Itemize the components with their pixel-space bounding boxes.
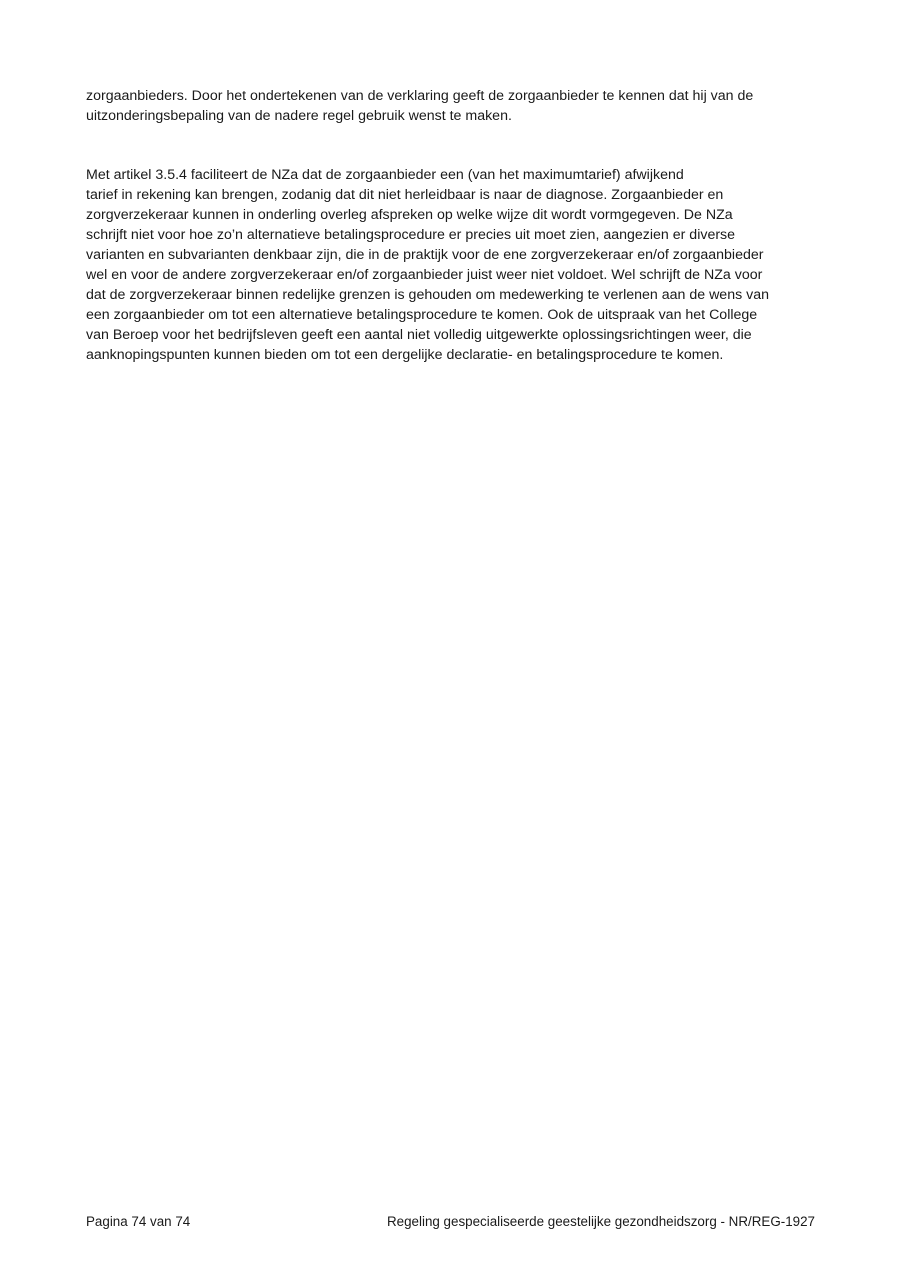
text-line: wel en voor de andere zorgverzekeraar en/of zorgaanbieder juist weer niet voldoet. Wel schrijft de NZa voor bbox=[86, 267, 763, 283]
text-line: dat de zorgverzekeraar binnen redelijke grenzen is gehouden om medewerking te verlenen aan de wens van bbox=[86, 287, 770, 303]
text-line: uitzonderingsbepaling van de nadere regel gebruik wenst te maken. bbox=[86, 108, 512, 124]
text-line: aanknopingspunten kunnen bieden om tot een dergelijke declaratie- en betalingsprocedure te komen. bbox=[86, 347, 724, 363]
text-line: van Beroep voor het bedrijfsleven geeft een aantal niet volledig uitgewerkte oplossingsrichtingen weer, die bbox=[86, 327, 752, 343]
text-line: Met artikel 3.5.4 faciliteert de NZa dat de zorgaanbieder een (van het maximumtarief) afwijkend bbox=[86, 167, 684, 183]
text-line: varianten en subvarianten denkbaar zijn, die in de praktijk voor de ene zorgverzekeraar en/of zorgaanbieder bbox=[86, 247, 764, 263]
text-line: een zorgaanbieder om tot een alternatieve betalingsprocedure te komen. Ook de uitspraak van het College bbox=[86, 307, 758, 323]
text-line: tarief in rekening kan brengen, zodanig dat dit niet herleidbaar is naar de diagnose. Zorgaanbieder en bbox=[86, 187, 724, 203]
paragraph-verklaring bbox=[86, 86, 821, 126]
text-line: zorgaanbieders. Door het ondertekenen van de verklaring geeft de zorgaanbieder te kennen dat hij van de bbox=[86, 88, 754, 104]
page-footer bbox=[86, 1213, 815, 1231]
text-line: schrijft niet voor hoe zo’n alternatieve betalingsprocedure er precies uit moet zien, aangezien er diverse bbox=[86, 227, 736, 243]
document-body bbox=[86, 86, 821, 365]
document-title: Regeling gespecialiseerde geestelijke gezondheidszorg - NR/REG-1927 bbox=[386, 1214, 815, 1229]
page-number: Pagina 74 van 74 bbox=[86, 1214, 191, 1229]
text-line: zorgverzekeraar kunnen in onderling overleg afspreken op welke wijze dit wordt vormgegeven. De NZa bbox=[86, 207, 733, 223]
paragraph-artikel-3-5-4 bbox=[86, 165, 821, 365]
